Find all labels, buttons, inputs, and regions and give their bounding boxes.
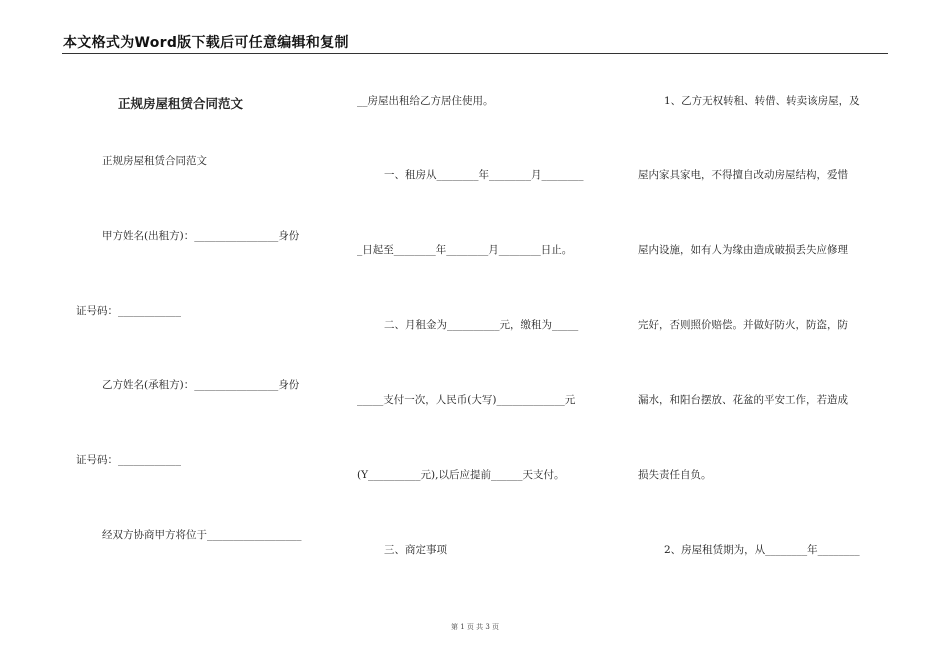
clause-1-line-4: 完好，否则照价赔偿。并做好防火，防盗，防 <box>638 319 848 331</box>
payment-cycle-line: _____支付一次，人民币(大写)_____________元 <box>357 394 576 406</box>
term-end-line: _日起至________年________月________日止。 <box>357 244 573 256</box>
clause-1-line-6: 损失责任自负。 <box>638 469 712 481</box>
clause-1-line-2: 屋内家具家电，不得擅自改动房屋结构，爱惜 <box>638 169 848 181</box>
column-right <box>638 0 890 672</box>
column-middle <box>355 0 610 672</box>
clause-1-line-3: 屋内设施，如有人为缘由造成破损丢失应修理 <box>638 244 848 256</box>
rental-use-line: __房屋出租给乙方居住使用。 <box>357 95 494 107</box>
rent-amount-line: 二、月租金为__________元，缴租为_____ <box>384 319 579 331</box>
agreed-matters-heading: 三、商定事项 <box>384 544 447 556</box>
document-title: 正规房屋租赁合同范文 <box>118 96 244 111</box>
term-start-line: 一、租房从________年________月________ <box>384 169 584 181</box>
column-left <box>62 0 324 672</box>
party-a-id-line: 证号码：____________ <box>76 305 181 317</box>
advance-payment-line: (Y__________元),以后应提前______天支付。 <box>357 469 565 481</box>
subtitle-line: 正规房屋租赁合同范文 <box>102 155 207 167</box>
clause-1-line-1: 1、乙方无权转租、转借、转卖该房屋，及 <box>664 95 860 107</box>
party-a-name-line: 甲方姓名(出租方)：________________身份 <box>102 230 300 242</box>
clause-1-line-5: 漏水，和阳台摆放、花盆的平安工作，若造成 <box>638 394 848 406</box>
page-header-title: 本文格式为Word版下载后可任意编辑和复制 <box>63 35 349 51</box>
clause-2-line-1: 2、房屋租赁期为，从________年________ <box>664 544 860 556</box>
party-b-name-line: 乙方姓名(承租方)：________________身份 <box>102 379 300 391</box>
page-number-footer: 第 1 页 共 3 页 <box>450 623 500 631</box>
party-b-id-line: 证号码：____________ <box>76 454 181 466</box>
location-line: 经双方协商甲方将位于__________________ <box>102 529 302 541</box>
